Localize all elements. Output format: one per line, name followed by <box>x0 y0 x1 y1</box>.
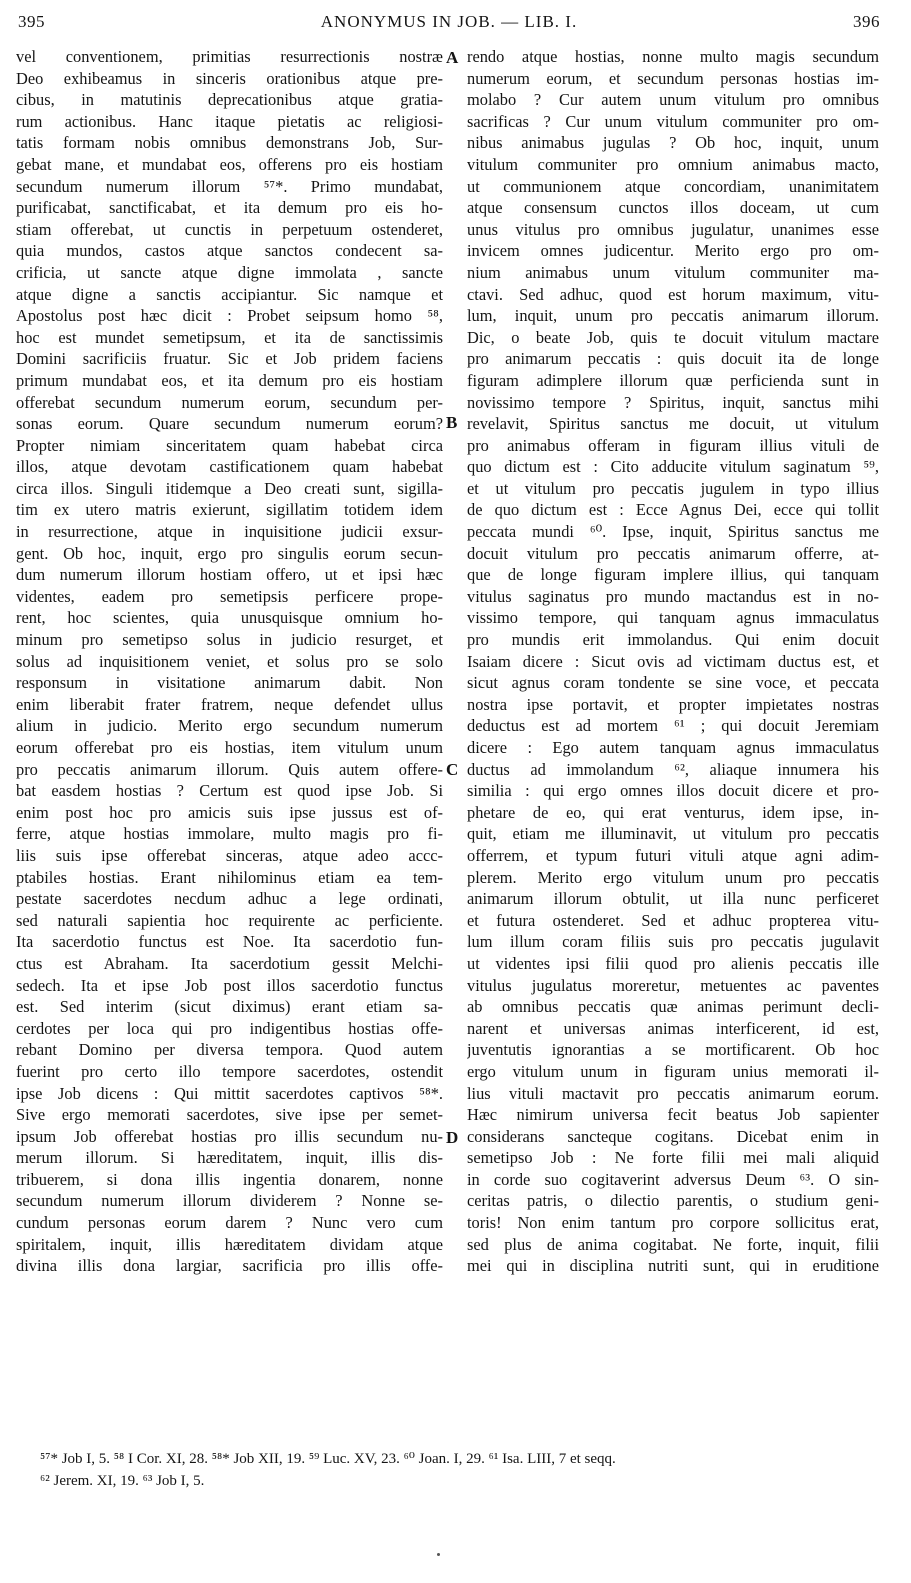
text-line: Deo exhibeamus in sinceris orationibus atque pre- <box>16 68 443 88</box>
text-line: nostra ipse portavit, et propter impietates nostras <box>467 694 879 714</box>
text-line: videntes, eadem pro semetipsis perficere prope- <box>16 586 443 606</box>
text-line: offerebat secundum numerum eorum, secundum per- <box>16 392 443 412</box>
text-line: invicem omnes judicentur. Merito ergo pro om- <box>467 241 879 261</box>
text-line: eorum offerebat pro eis hostias, item vitulum unum <box>16 738 443 757</box>
text-line: ⁵⁷* Job I, 5. ⁵⁸ I Cor. XI, 28. ⁵⁸* Job XII, 19. ⁵⁹ Luc. XV, 23. ⁶⁰ Joan. I, 29. ⁶¹ Isa. LIII, 7 et seqq. <box>40 1451 616 1467</box>
text-line: est. Sed interim (sicut diximus) erant etiam sa- <box>16 997 443 1017</box>
text-line: gent. Ob hoc, inquit, ergo pro singulis eorum secun- <box>16 543 443 563</box>
text-line: pro animabus offeram in figuram illius vituli de <box>467 435 879 455</box>
text-line: offerrem, et typum futuri vituli atque agni adim- <box>467 845 879 865</box>
text-line: narent et universas animas interficerent, id est, <box>467 1018 879 1038</box>
footnotes <box>40 1449 890 1492</box>
text-line: liis suis ipse offerebat sinceras, atque adeo accc- <box>16 845 443 865</box>
text-line: ctus est Abraham. Ita sacerdotium gessit Melchi- <box>16 953 443 973</box>
text-line: primum mundabat eos, et ita demum pro eis hostiam <box>16 370 443 390</box>
text-line: et futura ostenderet. Sed et adhuc propterea vitu- <box>467 910 879 930</box>
text-line: vitulum communiter pro omnium animabus macto, <box>467 154 879 174</box>
text-line: similia : qui ergo omnes illos docuit dicere et pro- <box>467 781 879 801</box>
text-line: ceritas patris, o dilectio parentis, o studium geni- <box>467 1191 879 1211</box>
text-line: solus ad inquisitionem veniet, et solus pro se solo <box>16 651 443 671</box>
text-line: vel conventionem, primitias resurrectionis nostræ <box>16 47 443 66</box>
text-line: gebat mane, et mundabat eos, offerens pro eis hostiam <box>16 154 443 174</box>
text-line: considerans sancteque cogitans. Dicebat enim in <box>467 1126 879 1146</box>
text-line: de quo dictum est : Ecce Agnus Dei, ecce qui tollit <box>467 500 879 520</box>
text-line: ab omnibus peccatis quæ animas perimunt decli- <box>467 997 879 1017</box>
text-line: illos, atque devotam castificationem quam habebat <box>16 457 443 477</box>
section-marker-b: B <box>446 413 458 432</box>
page-number-left: 395 <box>18 12 45 31</box>
text-line: phetare de eo, qui erat venturus, idem ipse, in- <box>467 802 879 822</box>
text-line: ductus ad immolandum ⁶², aliaque innumera his <box>467 759 879 779</box>
text-line: lum illum coram filiis suis pro peccatis jugulavit <box>467 932 879 952</box>
text-line: Ita sacerdotio functus est Noe. Ita sacerdotio fun- <box>16 932 443 952</box>
text-line: Sive ergo memorati sacerdotes, sive ipse per semet- <box>16 1105 443 1125</box>
text-line: vissimo tempore, qui tanquam agnus immaculatus <box>467 608 879 628</box>
text-line: ⁶² Jerem. XI, 19. ⁶³ Job I, 5. <box>40 1472 205 1489</box>
text-line: semetipso Job : Ne forte filii mei mali aliquid <box>467 1148 879 1168</box>
text-line: ctavi. Sed adhuc, quod est horum maximum, vitu- <box>467 284 879 304</box>
text-line: Domini sacrificiis fruatur. Sic et Job pridem faciens <box>16 349 443 369</box>
text-line: ipse Job dicens : Qui mittit sacerdotes captivos ⁵⁸*. <box>16 1083 443 1103</box>
text-line: tim ex utero matris exierunt, sigillatim totidem idem <box>16 500 443 520</box>
section-marker-a: A <box>446 48 459 67</box>
text-line: divina illis dona largiar, sacrificia pro illis offe- <box>16 1256 443 1276</box>
section-marker-c: C <box>446 760 459 779</box>
running-header <box>18 12 880 38</box>
text-line: mei qui in disciplina nutriti sunt, qui in eruditione <box>467 1256 879 1276</box>
text-line: hoc est mundet semetipsum, et ita de sanctissimis <box>16 327 443 347</box>
text-line: in resurrectione, atque in inquisitione judicii exsur- <box>16 522 443 542</box>
text-line: rum actionibus. Hanc itaque pietatis ac religiosi- <box>16 111 443 131</box>
text-line: Apostolus post hæc dicit : Probet seipsum homo ⁵⁸, <box>16 306 443 326</box>
text-line: spiritalem, inquit, illis hæreditatem dividam atque <box>16 1234 443 1254</box>
text-line: rendo atque hostias, nonne multo magis secundum <box>467 47 879 66</box>
text-line: atque digne a sanctis accipiantur. Sic namque et <box>16 284 443 304</box>
left-column <box>16 46 443 1277</box>
text-line: revelavit, Spiritus sanctus me docuit, ut vitulum <box>467 414 879 434</box>
text-line: dicere : Ego autem tanquam agnus immaculatus <box>467 738 879 757</box>
text-line: fuerint pro certo illo tempore sacerdotes, ostendit <box>16 1061 443 1081</box>
text-line: molabo ? Cur autem unum vitulum pro omnibus <box>467 90 879 110</box>
text-line: pro mundis erit immolandus. Qui enim docuit <box>467 630 879 650</box>
text-line: rebant Domino per diversa tempora. Quod autem <box>16 1040 443 1060</box>
text-line: secundum numerum illorum dividerem ? Nonne se- <box>16 1191 443 1211</box>
text-line: peccata mundi ⁶⁰. Ipse, inquit, Spiritus sanctus me <box>467 522 879 542</box>
text-line: toris! Non enim tantum pro corpore sollicitus erat, <box>467 1213 879 1233</box>
text-line: purificabat, sanctificabat, et ita demum pro eis ho- <box>16 198 443 218</box>
text-line: cerdotes per loca qui pro indigentibus hostias offe- <box>16 1018 443 1038</box>
text-line: vitulus saginatus pro mundo mactandus est in no- <box>467 586 879 606</box>
text-line: responsum in visitatione animarum dabit. Non <box>16 673 443 693</box>
text-line: que de longe figuram implere illius, qui tanquam <box>467 565 879 585</box>
text-line: cundum personas eorum darem ? Nunc vero cum <box>16 1213 443 1233</box>
text-line: cibus, in matutinis deprecationibus atque gratia- <box>16 90 443 110</box>
text-line: ptabiles hostias. Erant nihilominus etiam ea tem- <box>16 867 443 887</box>
text-line: tribuerem, si dona illis ingentia donarem, nonne <box>16 1169 443 1189</box>
text-line: sacrificas ? Cur unum vitulum communiter pro om- <box>467 111 879 131</box>
text-line: nium animabus unum vitulum communiter ma- <box>467 262 879 282</box>
text-line: ipsum Job offerebat hostias pro illis secundum nu- <box>16 1126 443 1146</box>
text-line: in corde suo cogitaverint adversus Deum ⁶³. O sin- <box>467 1169 879 1189</box>
text-line: numerum eorum, et secundum personas hostias im- <box>467 68 879 88</box>
text-line: figuram adimplere illorum quæ perficienda sunt in <box>467 370 879 390</box>
text-line: vitulus jugulatus moreretur, metuentes ac paventes <box>467 975 879 995</box>
text-line: alium in judicio. Merito ergo secundum numerum <box>16 716 443 736</box>
text-line: pro animarum peccatis : quis docuit ita de longe <box>467 349 879 369</box>
text-line: sicut agnus coram tondente se sine voce, et peccata <box>467 673 879 693</box>
text-line: pro peccatis animarum illorum. Quis autem offere- <box>16 759 443 779</box>
text-line: secundum numerum illorum ⁵⁷*. Primo mundabat, <box>16 176 443 196</box>
text-line: sedech. Ita et ipse Job post illos sacerdotio functus <box>16 975 443 995</box>
text-line: bat easdem hostias ? Certum est quod ipse Job. Si <box>16 781 443 801</box>
text-line: Propter nimiam sinceritatem quam habebat circa <box>16 435 443 455</box>
text-line: enim post hoc pro amicis suis ipse jussus est of- <box>16 802 443 822</box>
text-line: animarum illorum obtulit, ut illa nunc perficeret <box>467 889 879 909</box>
text-line: ergo vitulum unum in figuram unius memorati il- <box>467 1061 879 1081</box>
text-line: merum illorum. Si hæreditatem, inquit, illis dis- <box>16 1148 443 1168</box>
text-line: minum pro semetipso solus in judicio resurget, et <box>16 630 443 650</box>
text-line: crificia, ut sancte atque digne immolata , sancte <box>16 262 443 282</box>
text-line: ut communionem atque concordiam, unanimitatem <box>467 176 879 196</box>
text-line: lius vituli mactavit pro peccatis animarum eorum. <box>467 1083 879 1103</box>
text-line: unus vitulus pro omnibus jugulatur, unanimes esse <box>467 219 879 239</box>
text-line: quia mundos, castos atque sanctos condecent sa- <box>16 241 443 261</box>
text-line: atque consensum cunctos illos doceam, ut cum <box>467 198 879 218</box>
text-line: et ut vitulum pro peccatis jugulem in typo illius <box>467 478 879 498</box>
section-marker-d: D <box>446 1128 459 1147</box>
text-line: sonas eorum. Quare secundum numerum eorum? <box>16 414 443 434</box>
text-line: novissimo tempore ? Spiritus, inquit, sanctus mihi <box>467 392 879 412</box>
text-line: tatis formam nobis omnibus demonstrans Job, Sur- <box>16 133 443 153</box>
page-dot <box>437 1553 440 1556</box>
text-line: nibus animabus jugulas ? Ob hoc, inquit, unum <box>467 133 879 153</box>
text-line: circa illos. Singuli itidemque a Deo creati sunt, sigilla- <box>16 478 443 498</box>
text-line: juventutis ignorantias a se mortificarent. Ob hoc <box>467 1040 879 1060</box>
text-line: quit, etiam me illuminavit, ut vitulum pro peccatis <box>467 824 879 844</box>
text-line: ut videntes ipsi filii quod pro alienis peccatis ille <box>467 953 879 973</box>
right-column <box>467 46 879 1277</box>
text-line: lum, inquit, unum pro peccatis animarum illorum. <box>467 306 879 326</box>
text-line: deductus est ad mortem ⁶¹ ; qui docuit Jeremiam <box>467 716 879 736</box>
running-title: ANONYMUS IN JOB. — LIB. I. <box>320 12 578 31</box>
text-line: docuit vitulum pro peccatis animarum offerre, at- <box>467 543 879 563</box>
text-line: Isaiam dicere : Sicut ovis ad victimam ductus est, et <box>467 651 879 671</box>
text-line: quo dictum est : Cito adducite vitulum saginatum ⁵⁹, <box>467 457 879 477</box>
text-line: Hæc nimirum universa fecit beatus Job sapienter <box>467 1105 879 1125</box>
page-number-right: 396 <box>853 12 880 31</box>
text-line: dum numerum illorum hostiam offero, ut et ipsi hæc <box>16 565 443 585</box>
text-line: sed plus de anima cogitabat. Ne forte, inquit, filii <box>467 1234 879 1254</box>
text-line: sed naturali sapientia hoc requirente ac perficiente. <box>16 910 443 930</box>
text-line: stiam offerebat, ut cunctis in perpetuum ostenderet, <box>16 219 443 239</box>
text-line: enim liberabit frater fratrem, neque defendet ullus <box>16 694 443 714</box>
text-line: Dic, o beate Job, quis te docuit vitulum mactare <box>467 327 879 347</box>
text-line: ferre, atque hostias immolare, multo magis pro fi- <box>16 824 443 844</box>
text-line: plerem. Merito ergo vitulum unum pro peccatis <box>467 867 879 887</box>
text-line: pestate sacerdotes necdum adhuc a lege ordinati, <box>16 889 443 909</box>
text-line: rent, hoc scientes, quia unusquisque omnium ho- <box>16 608 443 628</box>
